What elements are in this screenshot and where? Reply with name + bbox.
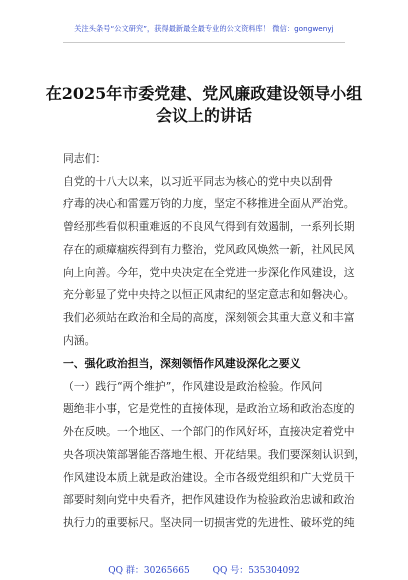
salutation: 同志们： xyxy=(63,152,107,165)
footer-qq-group: QQ 群：30265665 xyxy=(108,566,190,576)
body-line: 疗毒的决心和雷霆万钧的力度，坚定不移推进全面从严治党。 xyxy=(63,197,355,210)
document-title-line-1: 在2025年市委党建、党风廉政建设领导小组 xyxy=(45,84,363,103)
document-title-line-2: 会议上的讲话 xyxy=(155,106,252,125)
body-line: 央各项决策部署能否落地生根、开花结果。我们要深刻认识到， xyxy=(63,448,366,461)
body-line: 我们必须站在政治和全局的高度，深刻领会其重大意义和丰富 xyxy=(63,311,355,324)
body-line: 内涵。 xyxy=(63,334,96,347)
body-line: 作风建设本质上就是政治建设。全市各级党组织和广大党员干 xyxy=(63,471,355,484)
footer-qq-number: QQ 号：535304092 xyxy=(212,566,300,576)
header-divider xyxy=(63,42,345,43)
body-line: 向上向善。今年，党中央决定在全党进一步深化作风建设，这 xyxy=(63,266,355,279)
body-line: 题绝非小事，它是党性的直接体现，是政治立场和政治态度的 xyxy=(63,402,355,415)
body-line: 执行力的重要标尺。坚决同一切损害党的先进性、破坏党的纯 xyxy=(63,516,355,529)
body-line: 自党的十八大以来，以习近平同志为核心的党中央以刮骨 xyxy=(63,175,333,188)
body-line: 曾经那些看似积重难返的不良风气得到有效遏制，一系列长期 xyxy=(63,220,355,233)
section-heading: 一、强化政治担当，深刻领悟作风建设深化之要义 xyxy=(63,357,301,370)
document-title xyxy=(40,83,368,127)
footer xyxy=(0,563,408,576)
body-line: 部要时刻向党中央看齐，把作风建设作为检验政治忠诚和政治 xyxy=(63,493,355,506)
body-line: 外在反映。一个地区、一个部门的作风好坏，直接决定着党中 xyxy=(63,425,355,438)
body-line: （一）践行“两个维护”，作风建设是政治检验。作风问 xyxy=(63,380,323,393)
body-line: 充分彰显了党中央持之以恒正风肃纪的坚定意志和如磐决心。 xyxy=(63,288,355,301)
body-line: 存在的顽瘴痼疾得到有力整治，党风政风焕然一新，社风民风 xyxy=(63,243,355,256)
header-banner: 关注头条号“公文研究”，获得最新最全最专业的公文资料库！ 微信：gongwenyj xyxy=(74,24,334,33)
